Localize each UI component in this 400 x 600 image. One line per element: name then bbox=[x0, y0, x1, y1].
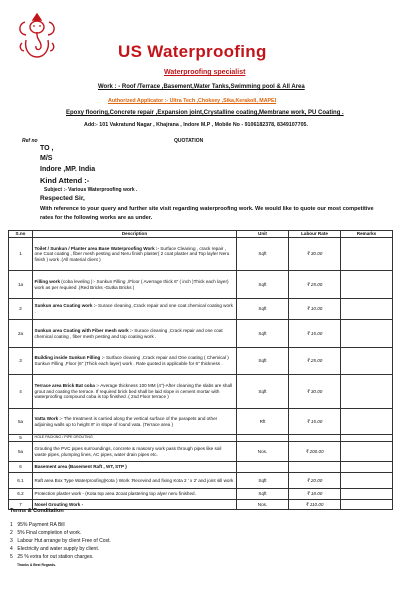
term-number: 5 bbox=[10, 554, 13, 560]
list-item bbox=[10, 545, 111, 553]
table-row bbox=[9, 489, 393, 500]
row-unit: Sqft bbox=[237, 473, 289, 489]
row-description-text: Grouting the PVC pipes surroundings, concrete & masonry work pass through pipes like soil waste pipes, plumping lines, AC pipes, water drain pipes etc. bbox=[34, 445, 222, 457]
row-remarks bbox=[341, 409, 393, 435]
table-row bbox=[9, 375, 393, 409]
row-remarks bbox=[341, 473, 393, 489]
term-number: 3 bbox=[10, 538, 13, 544]
row-sno: 7 bbox=[9, 500, 33, 510]
row-unit: Rft bbox=[237, 409, 289, 435]
table-row bbox=[9, 435, 393, 442]
row-rate: ₹ 200.00 bbox=[289, 442, 341, 462]
address-line: Add:- 101 Vakratund Nagar , Khajrana , Indore M.P , Mobile No - 9106182378, 8349107705. bbox=[84, 122, 308, 128]
work-areas-line: Work : - Roof /Terrace ,Basement,Water Tanks,Swimming pool & All Area bbox=[98, 84, 305, 90]
row-remarks bbox=[341, 442, 393, 462]
recipient-city: Indore ,MP. India bbox=[40, 166, 96, 173]
row-description bbox=[33, 435, 237, 442]
row-description-text: Surface cleaning ,Crack repair and One coating ( Chemical ) Sunkun Filling ,Floor (6" )Thick each layer) work . Rate quoted is applicable for 6" thickness . bbox=[34, 355, 229, 366]
authorized-applicator-line: Authorized Applicator :- Ultra Tech ,Choksey ,Sika,Kerakoll, MAPEI bbox=[108, 98, 277, 104]
table-row bbox=[9, 348, 393, 375]
column-header-description: Description bbox=[33, 231, 237, 238]
company-tagline: Waterproofing specialist bbox=[164, 69, 246, 76]
row-description-heading: Filling work bbox=[34, 278, 61, 284]
row-rate: ₹ 10.00 bbox=[289, 299, 341, 320]
ref-no-label: Ref no bbox=[22, 138, 38, 144]
row-sno: 1a bbox=[9, 271, 33, 299]
row-rate bbox=[289, 435, 341, 442]
row-description-text: Surace cleaning ,Crack repair and one coat chemical coating work . bbox=[34, 303, 233, 314]
row-rate: ₹ 15.00 bbox=[289, 320, 341, 348]
row-description-heading: Vatta Work :- bbox=[34, 415, 63, 421]
column-header-unit: Unit bbox=[237, 231, 289, 238]
table-row bbox=[9, 320, 393, 348]
row-sno: 6.2 bbox=[9, 489, 33, 500]
kind-attend-label: Kind Attend :- bbox=[40, 176, 90, 185]
row-description-heading: Terrace area Brick Bat coba :- bbox=[34, 383, 100, 389]
row-sno: 4 bbox=[9, 375, 33, 409]
table-row bbox=[9, 442, 393, 462]
row-rate bbox=[289, 462, 341, 473]
row-description bbox=[33, 489, 237, 500]
row-sno: 1 bbox=[9, 238, 33, 271]
row-remarks bbox=[341, 375, 393, 409]
terms-title: Terms & Conditation bbox=[10, 508, 64, 514]
row-rate: ₹ 110.00 bbox=[289, 500, 341, 510]
terms-list bbox=[10, 521, 111, 561]
row-unit: Sqft bbox=[237, 489, 289, 500]
to-label: TO , bbox=[40, 145, 54, 152]
row-description bbox=[33, 442, 237, 462]
row-remarks bbox=[341, 462, 393, 473]
row-remarks bbox=[341, 238, 393, 271]
table-row bbox=[9, 409, 393, 435]
row-unit bbox=[237, 462, 289, 473]
term-number: 4 bbox=[10, 546, 13, 552]
row-rate: ₹ 25.00 bbox=[289, 348, 341, 375]
term-number: 2 bbox=[10, 530, 13, 536]
term-text: Electricity and water supply by client. bbox=[17, 546, 100, 552]
row-remarks bbox=[341, 435, 393, 442]
column-header-sno: S.no bbox=[9, 231, 33, 238]
row-description-text: Surface Cleaning , crack repair , one Coat coating , fiber mesh pesting and Neru finish plaster( 2 coat plaster and Top layler Neru finish ) work .(All material client ) bbox=[34, 245, 230, 262]
subject-line: Subject :- Various Waterproofing work . bbox=[44, 187, 138, 193]
row-remarks bbox=[341, 500, 393, 510]
row-rate: ₹ 30.00 bbox=[289, 238, 341, 271]
row-description-heading: Sunkun area Coating with Fiber mesh work :- bbox=[34, 327, 134, 333]
row-description-text: (coba leveling ):- Sunkun Filling ,/Floor ( Averrage thick 6" ( inch )Thick each layer) work as per required .(Red Bricks -Gutka Bricks ) bbox=[34, 278, 229, 290]
salutation: Respected Sir, bbox=[40, 195, 85, 202]
term-text: 95% Payment RA Bill bbox=[17, 522, 65, 528]
ms-label: M/S bbox=[40, 155, 53, 162]
term-text: 25 % extra for out station charges. bbox=[17, 554, 94, 560]
row-description-text: HOLE PACKING / PIPE GROUTING bbox=[34, 435, 93, 440]
row-sno: 5a bbox=[9, 409, 33, 435]
row-description-text: Raft area Box Type Waterproofing(Kota ) Work :Recevind and fixing Kota 2 ' x 2' and joint sill work bbox=[34, 477, 234, 483]
list-item bbox=[10, 537, 111, 545]
table-row bbox=[9, 299, 393, 320]
ganesha-logo-icon bbox=[14, 10, 60, 60]
row-description bbox=[33, 473, 237, 489]
term-number: 1 bbox=[10, 522, 13, 528]
row-description-text: The treatment is carried along the vertical surface of the parapets and other adjoining walls up to height 9" in slope of round vata. (Terrace area ) bbox=[34, 415, 218, 427]
row-unit: Sqft bbox=[237, 375, 289, 409]
row-unit: Sqft bbox=[237, 299, 289, 320]
list-item bbox=[10, 521, 111, 529]
row-rate: ₹ 15.00 bbox=[289, 409, 341, 435]
row-sno: 6.1 bbox=[9, 473, 33, 489]
table-row bbox=[9, 271, 393, 299]
row-description-text: Average thickness 100 MM (4")-After cleaning the slabs are shall grout and coating the terrace. If required brick bed shall be laid slope in cement mortar with waterproofing compound coba is top finished .( 2nd Floor terrace ) bbox=[34, 383, 233, 400]
row-description-text: Protection plaster work - (Kota top area 2coat plastering top alyer neru finished. bbox=[34, 491, 196, 497]
term-text: 5% Final completion of work. bbox=[17, 530, 82, 536]
row-description-text: Nosel Grouting Work - bbox=[34, 501, 84, 507]
row-description-text: Surace cleaning ,Crack repair and one coat chemical coating , fiber mesh pesting and top coating work . bbox=[34, 327, 223, 339]
row-rate: ₹ 30.00 bbox=[289, 375, 341, 409]
term-text: Labour Hut arrange by client Free of Cost. bbox=[17, 538, 111, 544]
row-remarks bbox=[341, 299, 393, 320]
row-sno: 6 bbox=[9, 462, 33, 473]
row-description bbox=[33, 409, 237, 435]
column-header-remarks: Remarks bbox=[341, 231, 393, 238]
row-remarks bbox=[341, 489, 393, 500]
table-row bbox=[9, 238, 393, 271]
row-unit: Nos. bbox=[237, 500, 289, 510]
row-sno: 2a bbox=[9, 320, 33, 348]
row-description-heading: Sunkun area Coating work :- bbox=[34, 303, 97, 309]
row-description-text: Basement area (Basement Raft , WT, STP ) bbox=[34, 464, 127, 470]
services-line: Epoxy flooring,Concrete repair ,Expansion joint,Crystalline coating,Membrane work, PU Coating . bbox=[66, 110, 344, 116]
row-sno: 2 bbox=[9, 299, 33, 320]
row-description bbox=[33, 320, 237, 348]
row-description-heading: Building inside Sunkun Filling :- bbox=[34, 355, 105, 361]
row-sno: 3 bbox=[9, 348, 33, 375]
row-unit: Nos. bbox=[237, 442, 289, 462]
row-remarks bbox=[341, 271, 393, 299]
table-row bbox=[9, 462, 393, 473]
column-header-labour-rate: Labour Rate bbox=[289, 231, 341, 238]
row-unit: Sqft bbox=[237, 238, 289, 271]
row-sno: 5a bbox=[9, 442, 33, 462]
list-item bbox=[10, 529, 111, 537]
row-rate: ₹ 20.00 bbox=[289, 473, 341, 489]
row-unit bbox=[237, 435, 289, 442]
row-description bbox=[33, 299, 237, 320]
row-description bbox=[33, 348, 237, 375]
row-unit: Sqft bbox=[237, 348, 289, 375]
row-sno: 5 bbox=[9, 435, 33, 442]
row-unit: Sqft bbox=[237, 320, 289, 348]
row-remarks bbox=[341, 320, 393, 348]
row-description-heading: Toilet / Sunkun / Planter area Base Waterproofing Work :- bbox=[34, 245, 159, 251]
row-description bbox=[33, 271, 237, 299]
row-description bbox=[33, 238, 237, 271]
quotation-heading: QUOTATION bbox=[174, 138, 204, 144]
row-rate: ₹ 18.00 bbox=[289, 489, 341, 500]
row-description bbox=[33, 462, 237, 473]
row-rate: ₹ 25.00 bbox=[289, 271, 341, 299]
table-row bbox=[9, 500, 393, 510]
row-unit: Sqft bbox=[237, 271, 289, 299]
company-name: US Waterproofing bbox=[118, 42, 267, 61]
list-item bbox=[10, 553, 111, 561]
quotation-table bbox=[8, 230, 393, 510]
row-remarks bbox=[341, 348, 393, 375]
row-description bbox=[33, 375, 237, 409]
table-header-row bbox=[9, 231, 393, 238]
closing-regards: Thanks & Best Regards. bbox=[17, 563, 57, 567]
table-row bbox=[9, 473, 393, 489]
intro-paragraph: With reference to your query and further site visit regarding waterproofing work. We would like to quote our most competitive rates for the following works are as under. bbox=[40, 206, 374, 221]
